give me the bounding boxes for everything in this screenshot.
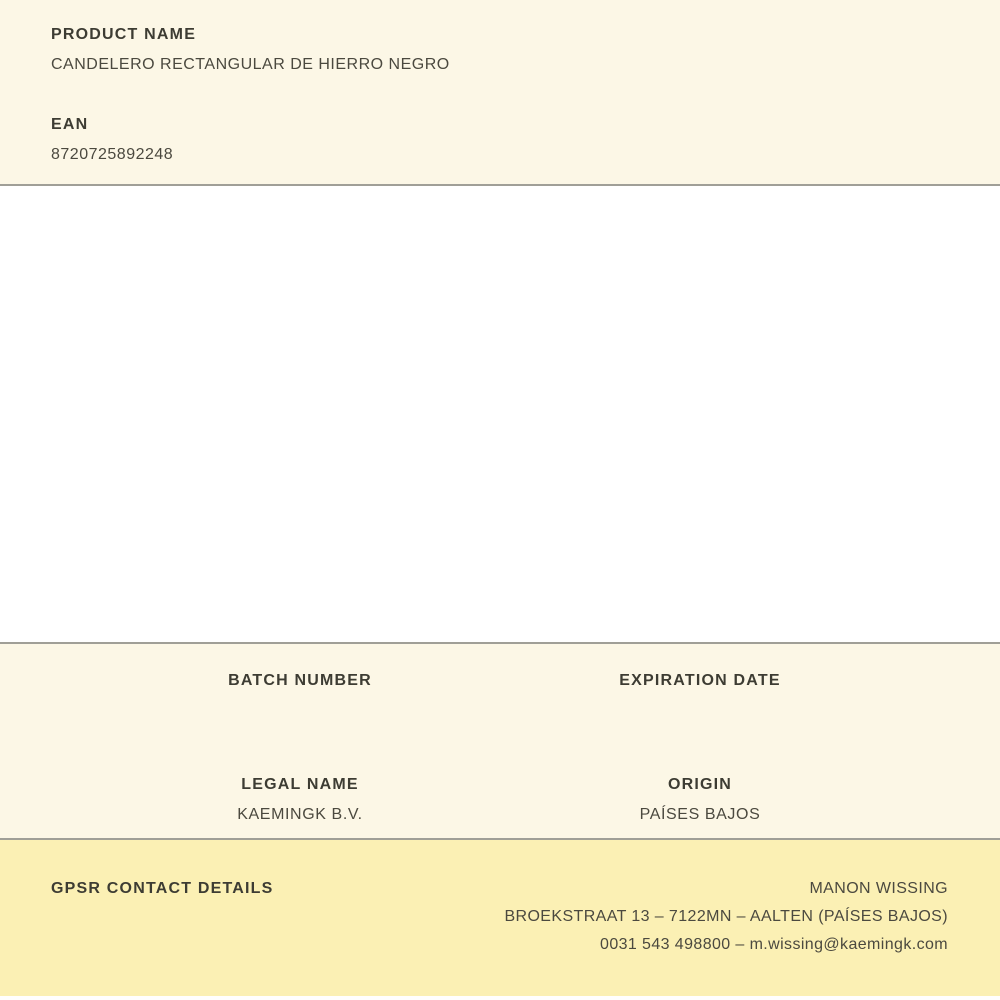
ean-value: 8720725892248 bbox=[51, 146, 174, 163]
origin-label: ORIGIN bbox=[667, 776, 733, 793]
product-name-label: PRODUCT NAME bbox=[51, 26, 197, 43]
gpsr-contact-section bbox=[0, 840, 1000, 996]
details-grid bbox=[100, 673, 900, 823]
expiration-date-label: EXPIRATION DATE bbox=[619, 672, 781, 689]
ean-field bbox=[51, 117, 949, 163]
ean-label: EAN bbox=[51, 116, 89, 133]
product-name-field bbox=[51, 27, 949, 73]
contact-phone-email-line: 0031 543 498800 – m.wissing@kaemingk.com bbox=[600, 936, 948, 953]
gpsr-contact-lines bbox=[504, 875, 948, 959]
batch-number-label: BATCH NUMBER bbox=[228, 672, 372, 689]
expiration-date-field bbox=[500, 673, 900, 703]
origin-field bbox=[500, 777, 900, 823]
batch-number-field bbox=[100, 673, 500, 703]
contact-address-line: BROEKSTRAAT 13 – 7122MN – AALTEN (PAÍSES BAJOS) bbox=[504, 908, 948, 925]
legal-name-field bbox=[100, 777, 500, 823]
product-name-value: CANDELERO RECTANGULAR DE HIERRO NEGRO bbox=[51, 56, 450, 73]
legal-name-label: LEGAL NAME bbox=[241, 776, 359, 793]
contact-person-name: MANON WISSING bbox=[809, 880, 948, 897]
product-header-section bbox=[0, 0, 1000, 186]
legal-name-value: KAEMINGK B.V. bbox=[237, 806, 363, 823]
blank-content-area bbox=[0, 186, 1000, 644]
details-section bbox=[0, 644, 1000, 840]
origin-value: PAÍSES BAJOS bbox=[639, 806, 761, 823]
gpsr-contact-heading: GPSR CONTACT DETAILS bbox=[51, 880, 274, 897]
